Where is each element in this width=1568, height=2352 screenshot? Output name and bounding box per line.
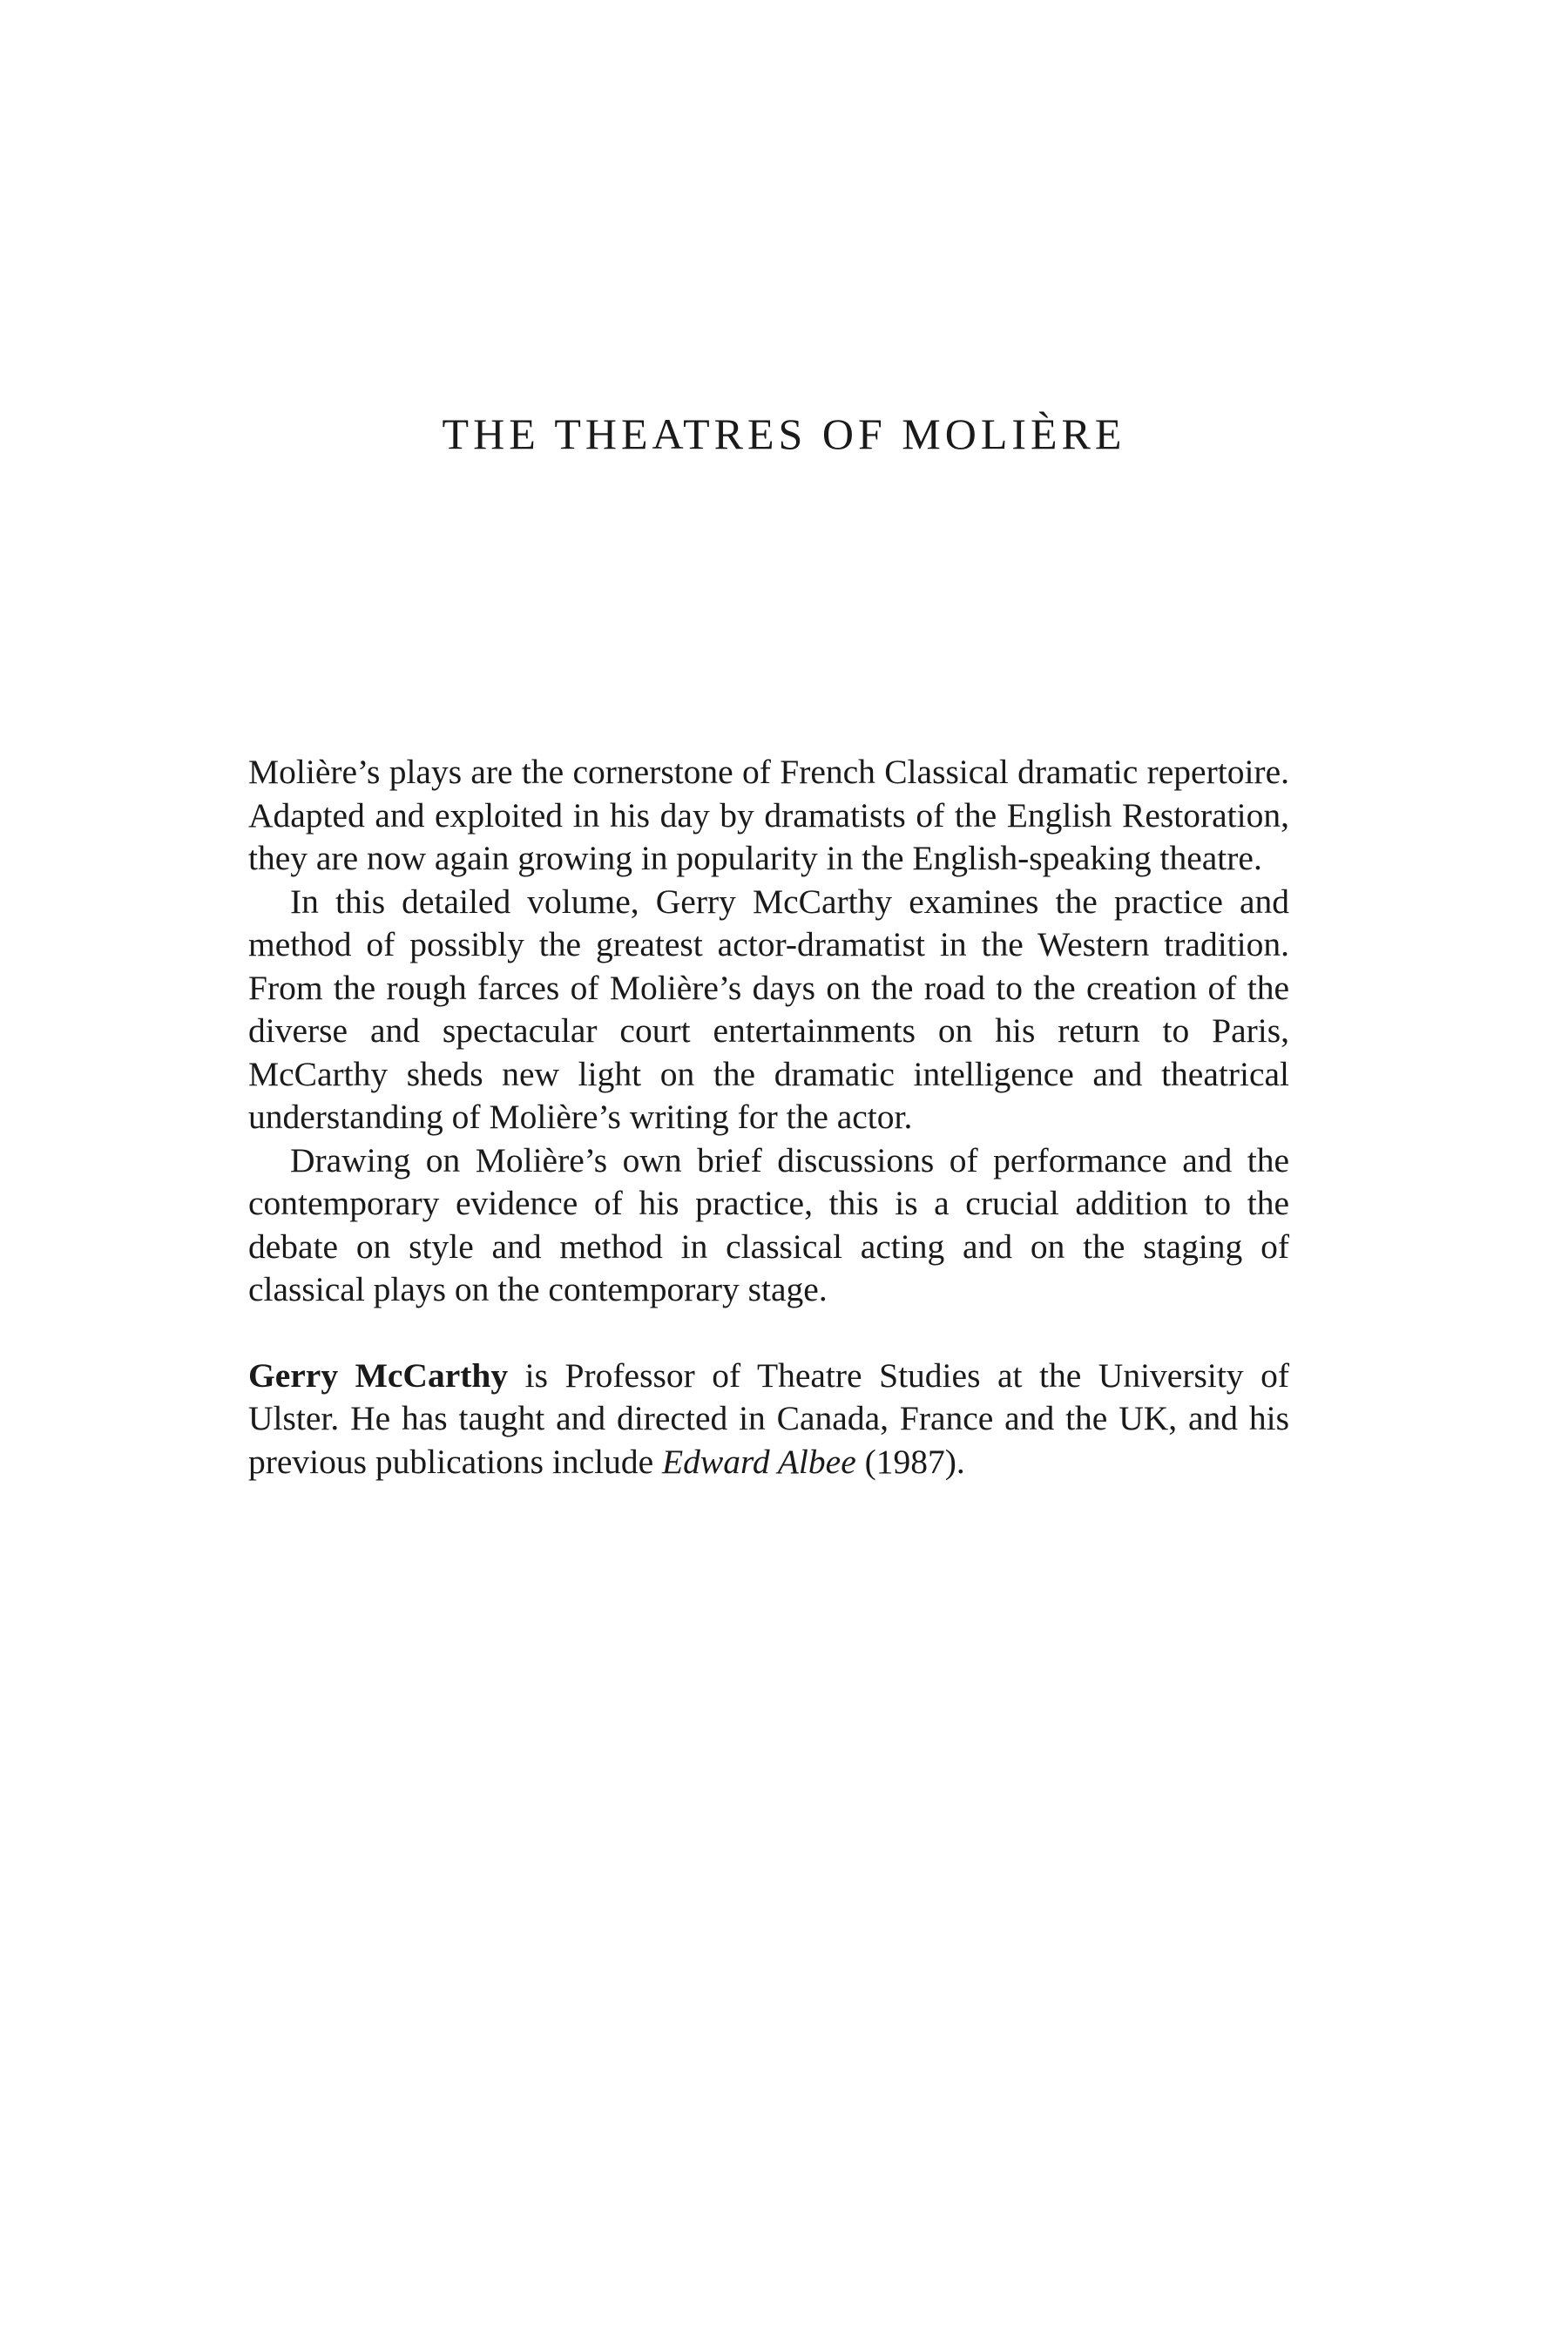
author-bio-end: (1987). [855, 1442, 965, 1481]
author-bio-text: is Professor of Theatre Studies at the University of Ulster. He has taught and directed in Canada, France and the UK, and his previous publications include [248, 1355, 1289, 1481]
blurb-paragraph-2: In this detailed volume, Gerry McCarthy examines the practice and method of possibly the greatest actor-dramatist in the Western tradition. From the rough farces of Molière’s days on the road to the creation of the diverse and spectacular court entertainments on his return to Paris, McCarthy sheds new light on the dramatic intelligence and theatrical understanding of Molière’s writing for the actor. [248, 882, 1289, 1136]
blurb-paragraph-3: Drawing on Molière’s own brief discussions of performance and the contemporary evidence of his practice, this is a crucial addition to the debate on style and method in classical acting and on the staging of classical plays on the contemporary stage. [248, 1140, 1289, 1308]
page-title: THE THEATRES OF MOLIÈRE [442, 409, 1126, 458]
blurb-paragraph-1: Molière’s plays are the cornerstone of French Classical dramatic repertoire. Adapted and exploited in his day by dramatists of the English Restoration, they are now again growing in popularity in the English-speaking theatre. [248, 753, 1289, 877]
blurb-text [248, 751, 1289, 1484]
author-name: Gerry McCarthy [248, 1355, 509, 1395]
author-bio [248, 1355, 1289, 1484]
book-title: Edward Albee [662, 1442, 856, 1481]
